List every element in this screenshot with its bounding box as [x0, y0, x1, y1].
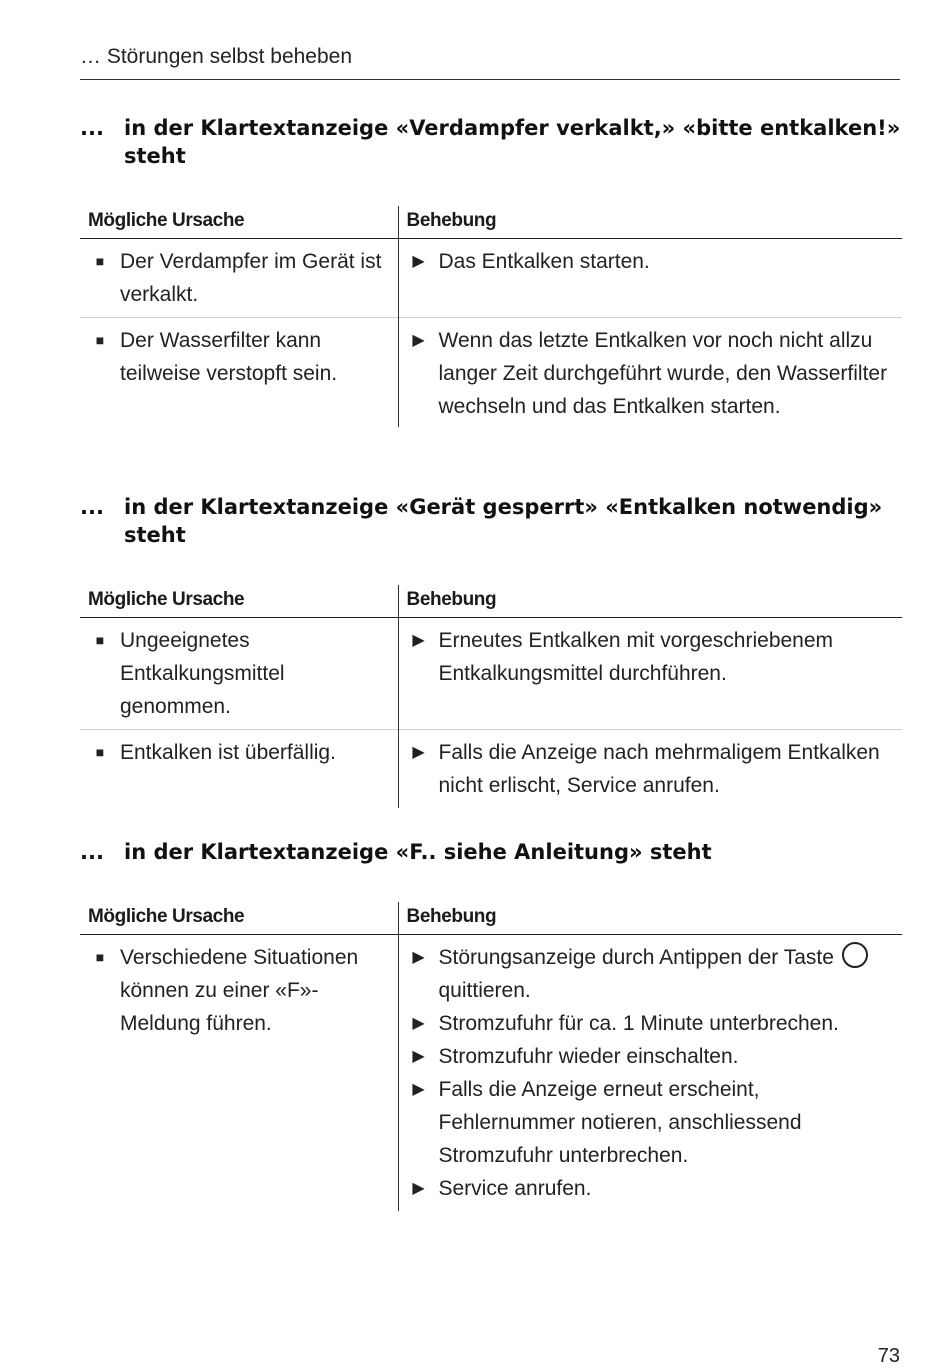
title-text: in der Klartextanzeige «Verdampfer verkalkt,» «bitte entkalken!» steht [124, 116, 901, 168]
col-header-remedy: Behebung [398, 585, 902, 618]
col-header-cause: Mögliche Ursache [80, 206, 398, 239]
cause-text: Verschiedene Situationen können zu einer «F»-Meldung führen. [120, 946, 359, 1035]
circle-key-icon [842, 942, 868, 968]
arrow-right-icon: ▶ [412, 1015, 425, 1032]
title-dots: ... [80, 840, 104, 864]
title-text: in der Klartextanzeige «F.. siehe Anleitung» steht [124, 840, 712, 864]
troubleshooting-table [80, 206, 902, 427]
page-header: … Störungen selbst beheben [80, 45, 900, 80]
title-dots: ... [80, 495, 104, 519]
troubleshooting-table [80, 902, 902, 1211]
cause-text: Der Verdampfer im Gerät ist verkalkt. [120, 250, 382, 306]
remedy-text: Stromzufuhr für ca. 1 Minute unterbrechen. [438, 1012, 839, 1035]
section-geraet-gesperrt [80, 493, 902, 808]
col-header-remedy: Behebung [398, 902, 902, 935]
remedy-text-part: Störungsanzeige durch Antippen der Taste [438, 946, 834, 969]
arrow-right-icon: ▶ [412, 632, 425, 649]
table-row [80, 239, 902, 318]
remedy-text: Wenn das letzte Entkalken vor noch nicht allzu langer Zeit durchgeführt wurde, den Wasserfilter wechseln und das Entkalken starten. [438, 329, 888, 418]
col-header-cause: Mögliche Ursache [80, 902, 398, 935]
remedy-text: Das Entkalken starten. [438, 250, 650, 273]
section-title [80, 493, 902, 549]
remedy-text: Service anrufen. [438, 1177, 592, 1200]
square-bullet-icon: ■ [95, 632, 105, 648]
table-row [80, 618, 902, 730]
arrow-right-icon: ▶ [412, 1180, 425, 1197]
square-bullet-icon: ■ [95, 949, 105, 965]
section-f-meldung [80, 838, 902, 1211]
arrow-right-icon: ▶ [412, 1048, 425, 1065]
arrow-right-icon: ▶ [412, 253, 425, 270]
arrow-right-icon: ▶ [412, 744, 425, 761]
title-dots: ... [80, 116, 104, 140]
troubleshooting-table [80, 585, 902, 808]
arrow-right-icon: ▶ [412, 1081, 425, 1098]
square-bullet-icon: ■ [95, 332, 105, 348]
cause-text: Ungeeignetes Entkalkungsmittel genommen. [120, 629, 285, 718]
section-title [80, 838, 902, 866]
page-number: 73 [877, 1345, 900, 1367]
table-row [80, 935, 902, 1212]
arrow-right-icon: ▶ [412, 949, 425, 966]
title-text: in der Klartextanzeige «Gerät gesperrt» «Entkalken notwendig» steht [124, 495, 883, 547]
remedy-text: Erneutes Entkalken mit vorgeschriebenem Entkalkungsmittel durchführen. [438, 629, 834, 685]
remedy-text [439, 941, 899, 1007]
square-bullet-icon: ■ [95, 744, 105, 760]
table-row [80, 730, 902, 809]
cause-text: Der Wasserfilter kann teilweise verstopft sein. [120, 329, 338, 385]
section-title [80, 114, 902, 170]
remedy-text: Falls die Anzeige nach mehrmaligem Entkalken nicht erlischt, Service anrufen. [438, 741, 880, 797]
col-header-remedy: Behebung [398, 206, 902, 239]
section-verdampfer [80, 114, 902, 427]
remedy-text: Falls die Anzeige erneut erscheint, Fehlernummer notieren, anschliessend Stromzufuhr unterbrechen. [438, 1078, 802, 1167]
cause-text: Entkalken ist überfällig. [120, 741, 336, 764]
arrow-right-icon: ▶ [412, 332, 425, 349]
square-bullet-icon: ■ [95, 253, 105, 269]
remedy-text: Stromzufuhr wieder einschalten. [438, 1045, 739, 1068]
col-header-cause: Mögliche Ursache [80, 585, 398, 618]
remedy-text-part: quittieren. [438, 979, 531, 1002]
table-row [80, 318, 902, 428]
